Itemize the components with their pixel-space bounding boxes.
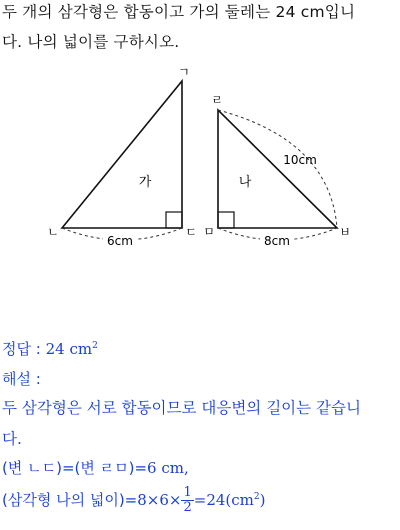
vertex-mieum-label: ㅁ <box>203 225 215 239</box>
solution-label: 해설 : <box>2 370 41 388</box>
solution-line-3-text: (변 ㄴㄷ)=(변 ㄹㅁ)= <box>2 459 148 477</box>
right-angle-mark-na <box>218 212 234 228</box>
triangle-figure <box>0 0 400 260</box>
length-8cm-label: 8cm <box>264 234 290 248</box>
solution-line-4-expr: 8×6× <box>137 491 182 509</box>
answer-line <box>2 338 98 359</box>
solution-line-1: 두 삼각형은 서로 합동이므로 대응변의 길이는 같습니 <box>2 399 361 417</box>
right-angle-mark-ga <box>166 212 182 228</box>
triangle-na <box>218 110 337 228</box>
answer-value: 24 <box>45 340 65 358</box>
fraction-denominator: 2 <box>183 500 192 515</box>
question-line-1: 두 개의 삼각형은 합동이고 가의 둘레는 24 cm입니 <box>2 3 356 21</box>
vertex-nieun-label: ㄴ <box>47 225 59 239</box>
triangle-na-label: 나 <box>238 175 252 190</box>
vertex-giyeok-label: ㄱ <box>178 65 190 79</box>
answer-unit: cm <box>69 340 93 358</box>
solution-line-3 <box>2 457 189 478</box>
answer-label: 정답 : <box>2 340 41 358</box>
solution-line-4-close: ) <box>259 491 266 509</box>
solution-line-4-result: =24(cm <box>193 491 254 509</box>
solution-line-4-text: (삼각형 나의 넓이)= <box>2 491 138 509</box>
vertex-rieul-label: ㄹ <box>211 93 223 107</box>
question-line-2: 다. 나의 넓이를 구하시오. <box>2 33 180 51</box>
triangle-ga <box>62 81 182 228</box>
answer-exponent: 2 <box>92 341 98 351</box>
vertex-digeut-label: ㄷ <box>185 225 197 239</box>
length-10cm-label: 10cm <box>283 153 317 167</box>
fraction-one-half <box>181 486 193 515</box>
solution-line-3-value: 6 cm, <box>147 459 189 477</box>
triangle-ga-label: 가 <box>138 175 152 190</box>
length-6cm-label: 6cm <box>107 234 133 248</box>
solution-line-4 <box>2 486 266 515</box>
fraction-numerator: 1 <box>183 485 192 500</box>
solution-line-4-exponent: 2 <box>253 492 260 502</box>
solution-line-2: 다. <box>2 430 22 448</box>
vertex-bieup-label: ㅂ <box>339 225 351 239</box>
